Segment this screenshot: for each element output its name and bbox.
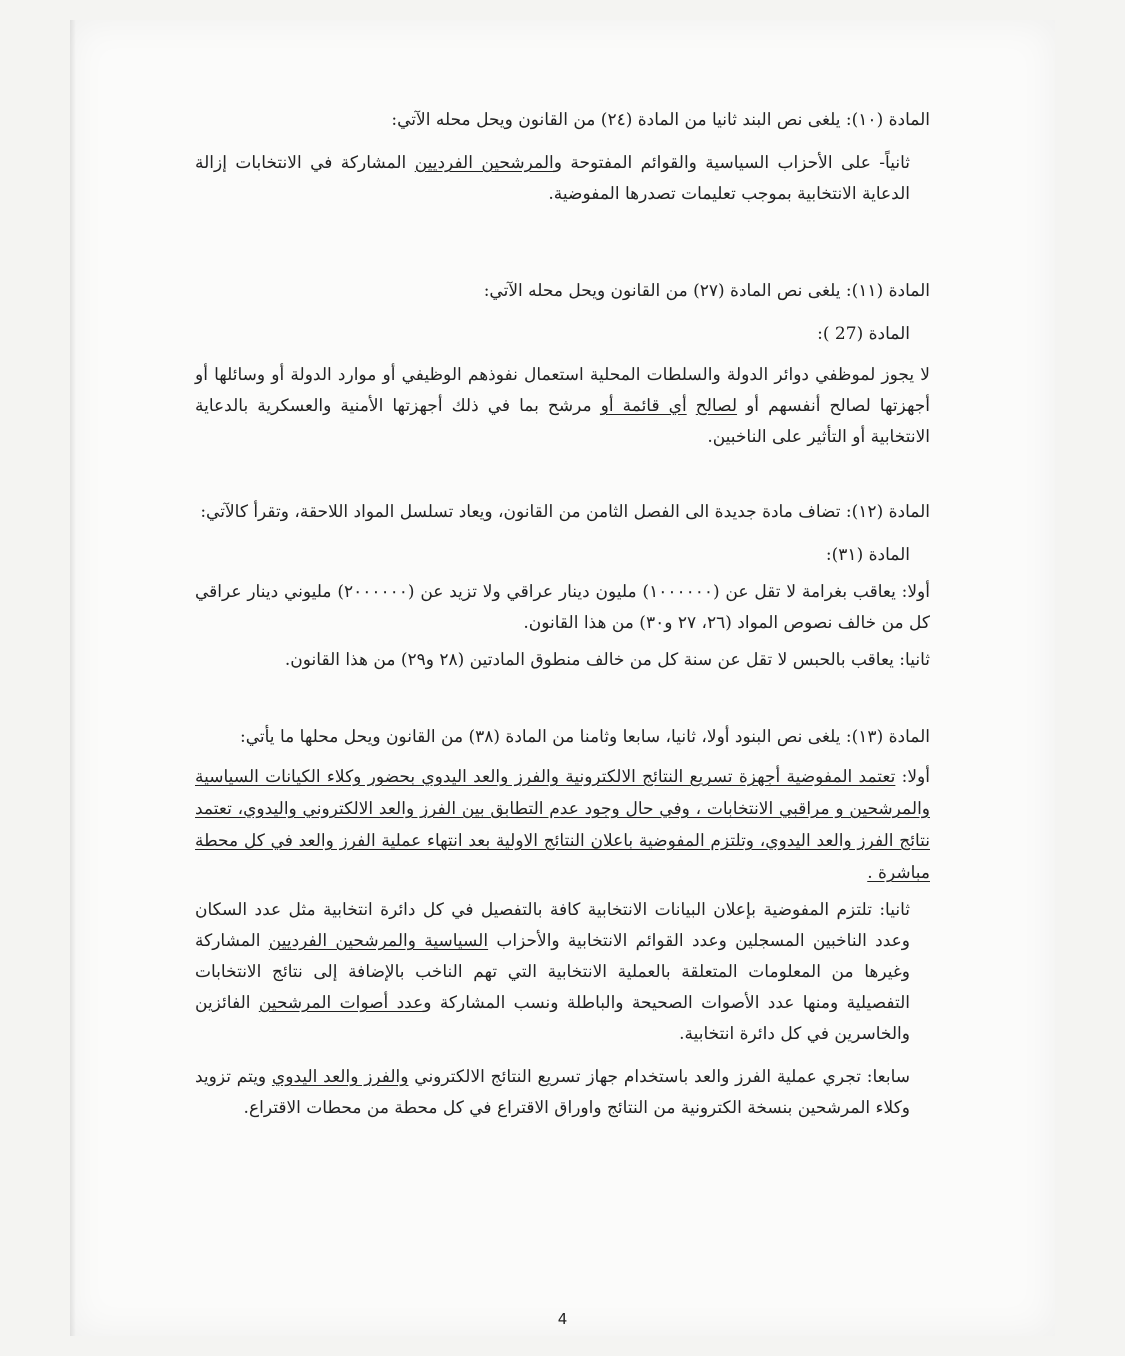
clause-text: المشاركة وغيرها من المعلومات المتعلقة بالعملية الانتخابية التي تهم الناخب بالإضافة إلى نتائج الانتخابات التفصيلية ومنها عدد الأصوات الصحيحة والباطلة ونسب المشاركة و — [195, 931, 910, 1013]
clause-text — [687, 396, 696, 416]
underlined-text: لصالح — [695, 396, 738, 416]
underlined-text: تعتمد المفوضية أجهزة تسريع النتائج الالكترونية والفرز والعد اليدوي بحضور وكلاء الكيانات السياسية والمرشحين و مراقبي الانتخابات ، وفي حال وجود عدم التطابق بين الفرز والعد الالكتروني واليدوي، تعتمد نتائج الفرز والعد اليدوي، وتلتزم المفوضية باعلان النتائج الاولية بعد انتهاء عملية الفرز والعد في كل محطة مباشرة . — [195, 767, 930, 883]
clause-text: مرشح بما في ذلك أجهزتها الأمنية والعسكرية بالدعاية الانتخابية أو التأثير على الناخبين. — [195, 396, 930, 447]
article-10-heading: المادة (١٠): يلغى نص البند ثانيا من المادة (٢٤) من القانون ويحل محله الآتي: — [391, 110, 930, 130]
article-31-subheading: المادة (٣١): — [825, 545, 910, 565]
article-38-clause-7 — [195, 1062, 930, 1124]
underlined-text: السياسية والمرشحين الفرديين — [268, 931, 489, 951]
clause-text: لا يجوز لموظفي دوائر الدولة والسلطات المحلية استعمال نفوذهم الوظيفي أو موارد الدولة أو وسائلها أو أجهزتها لصالح أنفسهم أو — [195, 365, 931, 416]
clause-label: أولا: — [895, 767, 930, 787]
article-38-clause-1 — [195, 761, 930, 889]
article-31-clause-1: أولا: يعاقب بغرامة لا تقل عن (١٠٠٠٠٠٠) مليون دينار عراقي ولا تزيد عن (٢٠٠٠٠٠٠) مليوني دينار عراقي كل من خالف نصوص المواد (٢٦، ٢٧ و٣٠) من هذا القانون. — [195, 582, 930, 633]
article-27-subheading: المادة (27 ): — [817, 324, 910, 344]
article-12-heading: المادة (١٢): تضاف مادة جديدة الى الفصل الثامن من القانون، ويعاد تسلسل المواد اللاحقة، وتقرأ كالآتي: — [200, 502, 930, 522]
article-38-clause-2 — [195, 895, 930, 1050]
clause-text: ثانيا: تلتزم المفوضية بإعلان البيانات الانتخابية كافة بالتفصيل في كل دائرة انتخابية مثل عدد السكان وعدد الناخبين المسجلين وعدد القوائم الانتخابية والأحزاب — [195, 900, 910, 951]
underlined-text: أي قائمة أو — [600, 396, 687, 416]
article-13-heading: المادة (١٣): يلغى نص البنود أولا، ثانيا، سابعا وثامنا من المادة (٣٨) من القانون ويحل محلها ما يأتي: — [240, 727, 930, 747]
document-page — [70, 20, 1055, 1336]
clause-text: المشاركة في الانتخابات إزالة الدعاية الانتخابية بموجب تعليمات تصدرها المفوضية. — [195, 153, 910, 204]
clause-text: ويتم تزويد وكلاء المرشحين بنسخة الكترونية من النتائج واوراق الاقتراع في كل محطة من محطات الاقتراع. — [195, 1067, 910, 1118]
article-11-heading: المادة (١١): يلغى نص المادة (٢٧) من القانون ويحل محله الآتي: — [483, 281, 930, 301]
underlined-text: والفرز والعد اليدوي — [271, 1067, 409, 1087]
document-body — [195, 105, 930, 1124]
page-number: 4 — [557, 1310, 568, 1328]
underlined-text: المرشحين الفرديين — [414, 153, 554, 173]
underlined-text: عدد أصوات المرشحين — [258, 993, 424, 1013]
article-31-clause-2: ثانيا: يعاقب بالحبس لا تقل عن سنة كل من خالف منطوق المادتين (٢٨ و٢٩) من هذا القانون. — [284, 650, 930, 670]
article-27-text — [195, 360, 930, 453]
clause-text: سابعا: تجري عملية الفرز والعد باستخدام جهاز تسريع النتائج الالكتروني — [408, 1067, 910, 1087]
clause-text: ثانياً- على الأحزاب السياسية والقوائم المفتوحة و — [553, 153, 911, 173]
article-10-clause — [195, 148, 930, 210]
clause-text: الفائزين والخاسرين في كل دائرة انتخابية. — [195, 993, 910, 1044]
